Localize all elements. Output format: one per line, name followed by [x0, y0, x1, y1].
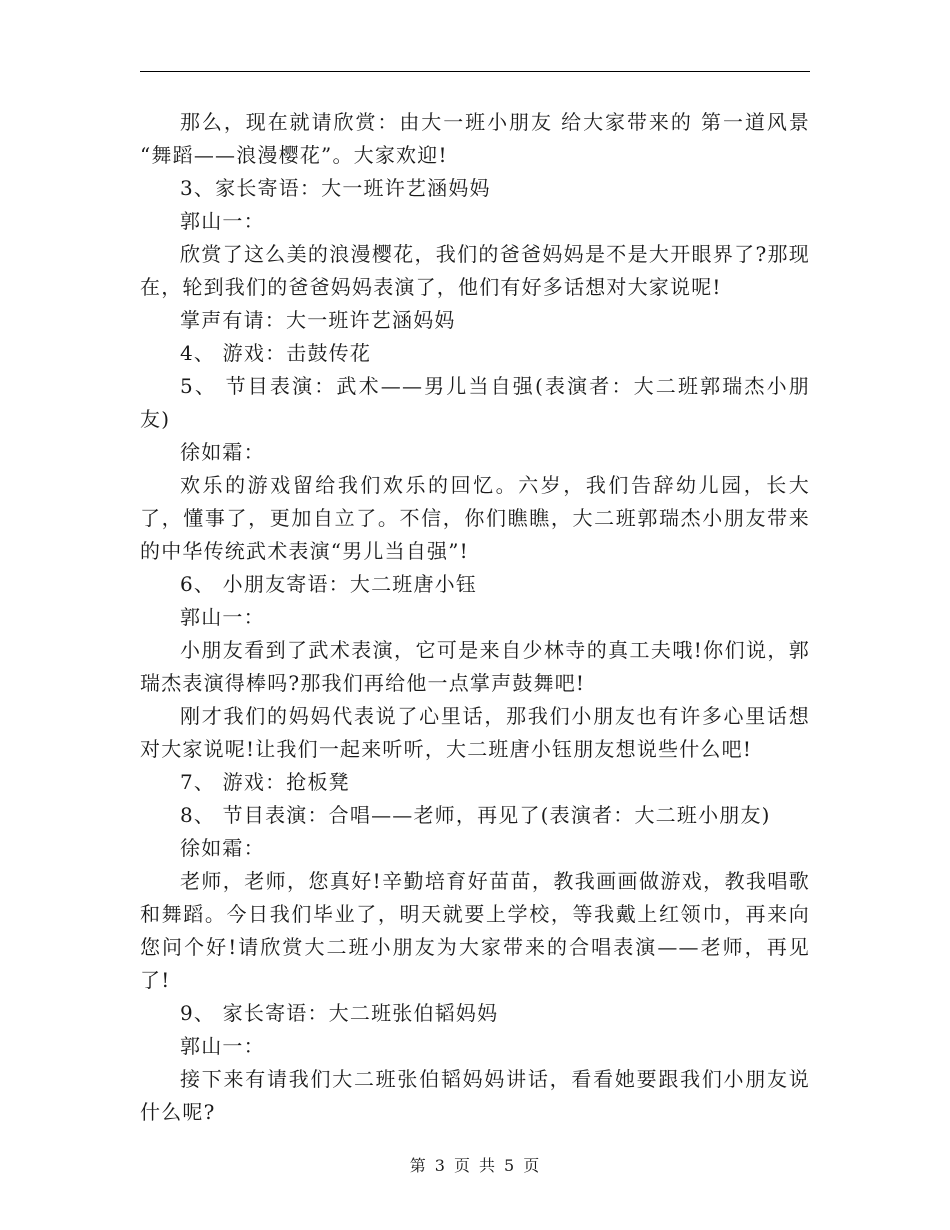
paragraph: 7、 游戏：抢板凳: [180, 770, 350, 794]
paragraph: 郭山一：: [180, 1034, 265, 1058]
header-rule: [140, 71, 810, 72]
paragraph: 5、 节目表演：武术——男儿当自强(表演者：大二班郭瑞杰小朋友): [140, 374, 810, 431]
page-footer: [0, 1153, 950, 1176]
paragraph: 9、 家长寄语：大二班张伯韬妈妈: [180, 1001, 499, 1025]
current-page-number: 3: [434, 1156, 446, 1175]
footer-page-word: 页: [453, 1156, 471, 1175]
paragraph: 掌声有请：大一班许艺涵妈妈: [180, 308, 456, 332]
footer-prefix: 第: [409, 1156, 427, 1175]
paragraph: 老师，老师，您真好!辛勤培育好苗苗，教我画画做游戏，教我唱歌和舞蹈。今日我们毕业了，明天就要上学校，等我戴上红领巾，再来向您问个好!请欣赏大二班小朋友为大家带来的合唱表演——老师，再见了!: [140, 869, 810, 992]
paragraph: 3、家长寄语：大一班许艺涵妈妈: [180, 176, 491, 200]
paragraph: 欣赏了这么美的浪漫樱花，我们的爸爸妈妈是不是大开眼界了?那现在，轮到我们的爸爸妈妈表演了，他们有好多话想对大家说呢!: [140, 242, 810, 299]
paragraph: 徐如霜：: [180, 440, 265, 464]
document-body: [140, 106, 810, 1129]
total-pages-number: 5: [504, 1156, 516, 1175]
paragraph: 6、 小朋友寄语：大二班唐小钰: [180, 572, 478, 596]
paragraph: 小朋友看到了武术表演，它可是来自少林寺的真工夫哦!你们说，郭瑞杰表演得棒吗?那我们再给他一点掌声鼓舞吧!: [140, 638, 810, 695]
footer-total-word: 共: [479, 1156, 497, 1175]
paragraph: 接下来有请我们大二班张伯韬妈妈讲话，看看她要跟我们小朋友说什么呢?: [140, 1067, 810, 1124]
paragraph: 郭山一：: [180, 209, 265, 233]
paragraph: 欢乐的游戏留给我们欢乐的回忆。六岁，我们告辞幼儿园，长大了，懂事了，更加自立了。不信，你们瞧瞧，大二班郭瑞杰小朋友带来的中华传统武术表演“男儿当自强”!: [140, 473, 810, 563]
paragraph: 徐如霜：: [180, 836, 265, 860]
paragraph: 那么，现在就请欣赏：由大一班小朋友 给大家带来的 第一道风景 “舞蹈——浪漫樱花”。大家欢迎!: [140, 110, 810, 167]
paragraph: 4、 游戏：击鼓传花: [180, 341, 372, 365]
footer-suffix: 页: [523, 1156, 541, 1175]
paragraph: 郭山一：: [180, 605, 265, 629]
paragraph: 刚才我们的妈妈代表说了心里话，那我们小朋友也有许多心里话想对大家说呢!让我们一起来听听，大二班唐小钰朋友想说些什么吧!: [140, 704, 810, 761]
paragraph: 8、 节目表演：合唱——老师，再见了(表演者：大二班小朋友): [180, 803, 771, 827]
